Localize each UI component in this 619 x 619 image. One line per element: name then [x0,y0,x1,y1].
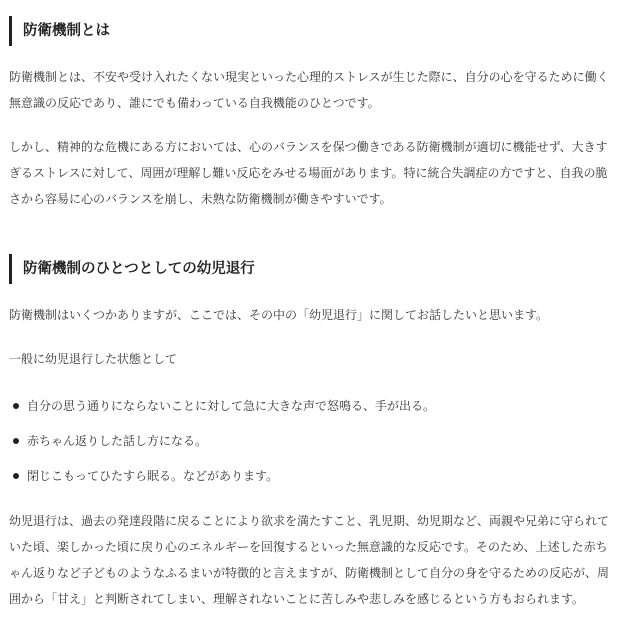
paragraph-crisis: しかし、精神的な危機にある方においては、心のバランスを保つ働きである防衛機制が適切に機能せず、大きすぎるストレスに対して、周囲が理解し難い反応をみせる場面があります。特に統合失調症の方ですと、自我の脆さから容易に心のバランスを崩し、未熟な防衛機制が働きやすいです。 [9,140,608,206]
list-item-text: 閉じこもってひたすら眠る。などがあります。 [27,469,279,483]
bullet-icon [13,473,19,479]
heading-text: 防衛機制のひとつとしての幼児退行 [23,261,255,277]
paragraph-lead: 一般に幼児退行した状態として [9,352,178,366]
bullet-icon [13,403,19,409]
list-item [9,394,609,418]
heading-text: 防衛機制とは [23,23,110,39]
paragraph-closing: 幼児退行は、過去の発達段階に戻ることにより欲求を満たすこと、乳児期、幼児期など、両親や兄弟に守られていた頃、楽しかった頃に戻り心のエネルギーを回復するといった無意識的な反応です。そのため、上述した赤ちゃん返りなど子どものようなふるまいが特徴的と言えますが、防衛機制として自分の身を守るための反応が、周囲から「甘え」と判断されてしまい、理解されないことに苦しみや悲しみを感じるという方もおられます。 [9,514,610,606]
list-item-text: 赤ちゃん返りした話し方になる。 [27,434,208,448]
section-heading-defense-mechanism [9,16,609,46]
paragraph-intro: 防衛機制はいくつかありますが、ここでは、その中の「幼児退行」に関してお話したいと思います。 [9,308,549,322]
paragraph-definition: 防衛機制とは、不安や受け入れたくない現実といった心理的ストレスが生じた際に、自分の心を守るために働く無意識の反応であり、誰にでも備わっている自我機能のひとつです。 [9,70,609,110]
list-item [9,429,609,453]
list-item [9,464,609,488]
list-item-text: 自分の思う通りにならないことに対して急に大きな声で怒鳴る、手が出る。 [27,399,436,413]
bullet-icon [13,438,19,444]
section-heading-regression [9,254,609,284]
